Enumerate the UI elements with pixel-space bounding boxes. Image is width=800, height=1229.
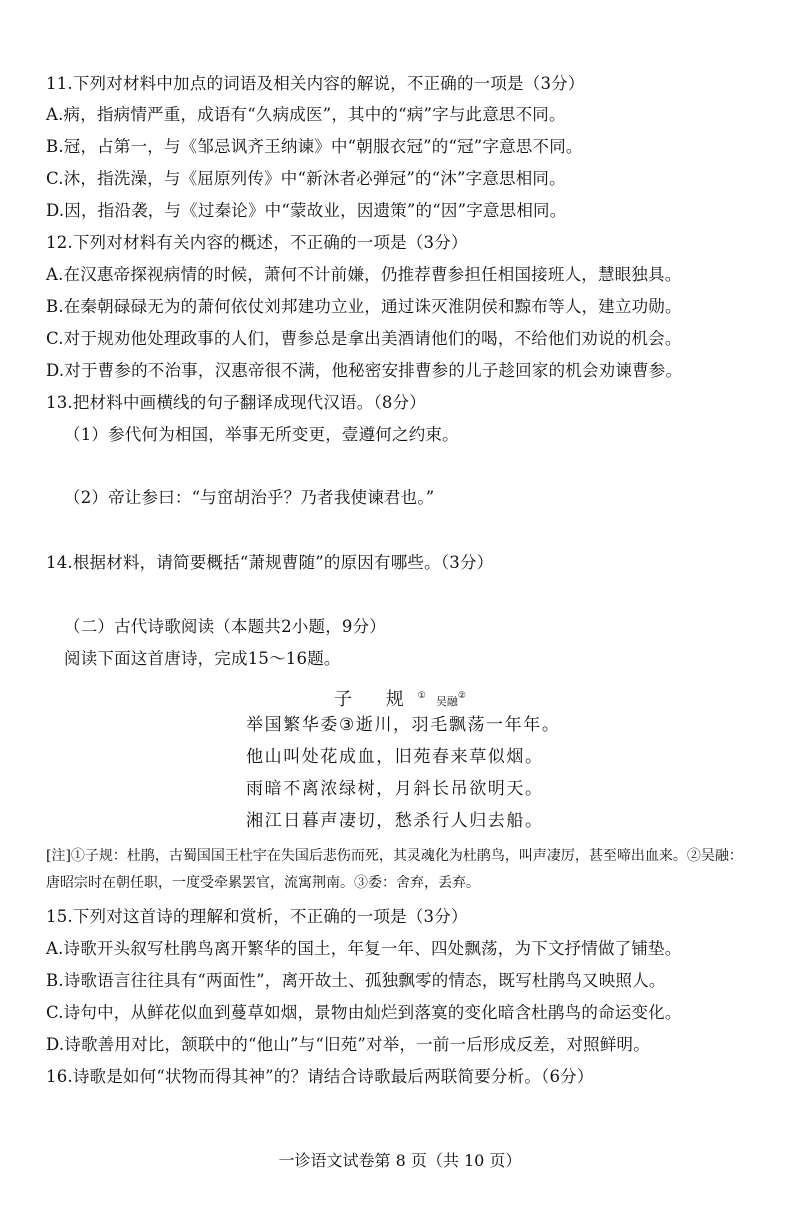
poem-author: 吴融 (435, 695, 458, 708)
q15-option-d: D.诗歌善用对比，颔联中的“他山”与“旧苑”对举，一前一后形成反差，对照鲜明。 (46, 1035, 650, 1054)
poem-line-3: 雨暗不离浓绿树，月斜长吊欲明天。 (246, 779, 544, 799)
poem-author-note-mark: ② (457, 691, 466, 701)
q13-stem: 13.把材料中画横线的句子翻译成现代汉语。（8分） (46, 393, 426, 412)
poem-title-row (0, 684, 800, 714)
q11-stem: 11.下列对材料中加点的词语及相关内容的解说，不正确的一项是（3分） (46, 74, 585, 93)
q15-option-a: A.诗歌开头叙写杜鹃鸟离开繁华的国土，年复一年、四处飘荡，为下文抒情做了铺垫。 (46, 939, 682, 958)
q12-option-d: D.对于曹参的不治事，汉惠帝很不满，他秘密安排曹参的儿子趁回家的机会劝谏曹参。 (46, 361, 683, 380)
q12-option-a: A.在汉惠帝探视病情的时候，萧何不计前嫌，仍推荐曹参担任相国接班人，慧眼独具。 (46, 265, 682, 284)
q14-stem: 14.根据材料，请简要概括“萧规曹随”的原因有哪些。（3分） (46, 553, 494, 572)
q11-option-a: A.病，指病情严重，成语有“久病成医”，其中的“病”字与此意思不同。 (46, 105, 566, 124)
q11-option-d: D.因，指沿袭，与《过秦论》中“蒙故业，因遗策”的“因”字意思相同。 (46, 201, 567, 220)
q13-sentence-2: （2）帝让参曰：“与窋胡治乎？乃者我使谏君也。” (64, 488, 435, 507)
section2-heading: （二）古代诗歌阅读（本题共2小题，9分） (64, 617, 386, 636)
q12-option-c: C.对于规劝他处理政事的人们，曹参总是拿出美酒请他们的喝，不给他们劝说的机会。 (46, 329, 682, 348)
poem-line-1: 举国繁华委③逝川，羽毛飘荡一年年。 (246, 715, 561, 735)
q16-stem: 16.诗歌是如何“状物而得其神”的？请结合诗歌最后两联简要分析。（6分） (46, 1067, 594, 1086)
poem-line-2: 他山叫处花成血，旧苑春来草似烟。 (246, 747, 544, 767)
poem-annotation: [注]①子规：杜鹃，古蜀国国王杜宇在失国后悲伤而死，其灵魂化为杜鹃鸟，叫声凄厉，甚至啼出血来。②吴融：唐昭宗时在朝任职，一度受牵累罢官，流寓荆南。③委：舍弃，丢弃。 (46, 848, 743, 891)
section2-instruction: 阅读下面这首唐诗，完成15～16题。 (64, 649, 341, 668)
page-footer: 一诊语文试卷第 8 页（共 10 页） (278, 1151, 522, 1170)
q12-stem: 12.下列对材料有关内容的概述，不正确的一项是（3分） (46, 233, 468, 252)
poem-title: 子 规 (334, 689, 418, 710)
q15-stem: 15.下列对这首诗的理解和赏析，不正确的一项是（3分） (46, 907, 468, 926)
q11-option-b: B.冠，占第一，与《邹忌讽齐王纳谏》中“朝服衣冠”的“冠”字意思不同。 (46, 137, 583, 156)
q12-option-b: B.在秦朝碌碌无为的萧何依仗刘邦建功立业，通过诛灭淮阴侯和黥布等人，建立功勋。 (46, 297, 682, 316)
q15-option-c: C.诗句中，从鲜花似血到蔓草如烟，景物由灿烂到落寞的变化暗含杜鹃鸟的命运变化。 (46, 1003, 682, 1022)
q11-option-c: C.沐，指洗澡，与《屈原列传》中“新沐者必弹冠”的“沐”字意思相同。 (46, 169, 566, 188)
q13-sentence-1: （1）参代何为相国，举事无所变更，壹遵何之约束。 (64, 425, 459, 444)
poem-title-note-mark: ① (417, 691, 426, 701)
poem-line-4: 湘江日暮声凄切，愁杀行人归去船。 (246, 811, 544, 831)
q15-option-b: B.诗歌语言往往具有“两面性”，离开故土、孤独飘零的情态，既写杜鹃鸟又映照人。 (46, 971, 666, 990)
